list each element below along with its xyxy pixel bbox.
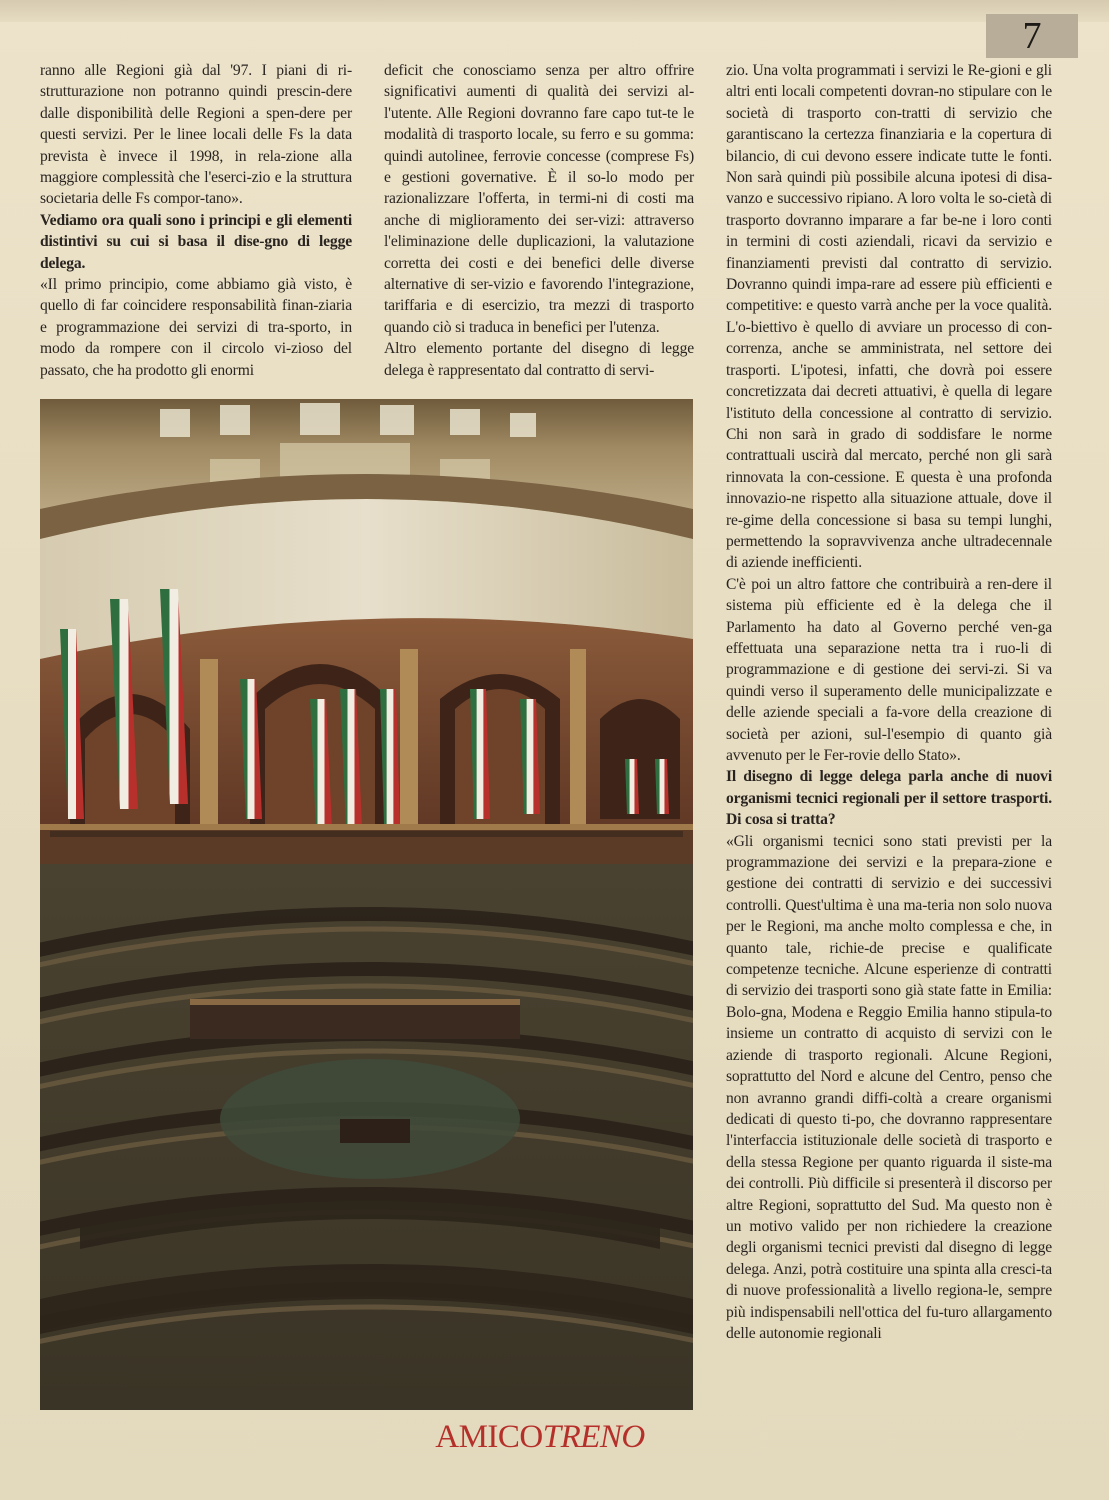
amicotreno-logo xyxy=(435,1412,645,1462)
col1-paragraph-2: «Il primo principio, come abbiamo già visto, è quello di far coincidere responsabilità finan-ziaria e programmazione dei servizi di tra-sporto, in modo da rompere con il circolo vi-zioso del passato, che ha prodotto gli enormi xyxy=(40,276,352,379)
column-1 xyxy=(40,60,352,381)
column-2 xyxy=(384,60,694,381)
col3-question-1: Il disegno di legge delega parla anche di nuovi organismi tecnici regionali per il settore trasporti. Di cosa si tratta? xyxy=(726,768,1052,829)
col3-paragraph-2: C'è poi un altro fattore che contribuirà a ren-dere il sistema più efficiente ed è la delega che il Parlamento ha dato al Governo perché ven-ga effettuata una separazione netta tra i ruo-li di programmazione e di gestione dei servi-zi. Si va quindi verso il superamento delle municipalizzate e delle aziende speciali a fa-vore della creazione di società per azioni, sul-l'esempio di quanto già avvenuto per le Fer-rovie dello Stato». xyxy=(726,575,1052,764)
col1-question-1: Vediamo ora quali sono i principi e gli elementi distintivi su cui si basa il dise-gno di legge delega. xyxy=(40,211,352,272)
logo-part-amico: AMICO xyxy=(435,1418,543,1455)
page-number: 7 xyxy=(1022,15,1042,57)
col3-paragraph-1: zio. Una volta programmati i servizi le Re-gioni e gli altri enti locali competenti dovran-no stipulare con le società di trasporto con-tratti di servizio che garantiscano la certezza finanziaria e la copertura di bilancio, di cui devono essere indicate tutte le fonti. Non sarà quindi più possibile alcuna ipotesi di disa-vanzo e successivo ripiano. A loro volta le so-cietà di trasporto dovranno imparare a far be-ne i loro conti in termini di costi aziendali, ricavi da servizio e finanziamenti previsti dal contratto di servizio. Dovranno quindi impa-rare ad essere più efficienti e competitive: e questo varrà anche per la voce qualità. L'o-biettivo è quello di avviare un processo di con-correnza, anche se amministrata, nel settore dei trasporti. L'ipotesi, infatti, che dovrà poi essere concretizzata dai decreti attuativi, è quella di legare l'istituto della concessione al contratto di servizio. Chi non sarà in grado di soddisfare le norme contrattuali uscirà dal mercato, perché non gli sarà rinnovata la con-cessione. E questa è una profonda innovazio-ne rispetto alla situazione attuale, dove il re-gime della concessione si basa su tempi lunghi, permettendo la sopravvivenza anche ultradecennale di aziende inefficienti. xyxy=(726,62,1052,572)
col2-paragraph-1: deficit che conosciamo senza per altro offrire significativi aumenti di qualità dei servizi al-l'utente. Alle Regioni dovranno fare capo tut-te le modalità di trasporto locale, su ferro e su gomma: quindi autolinee, ferrovie concesse (comprese Fs) e gestioni governative. È il so-lo modo per razionalizzare l'offerta, in termi-ni di costi ma anche di miglioramento dei ser-vizi: attraverso l'eliminazione delle duplicazioni, la valutazione corretta dei costi e dei benefici delle diverse alternative di ser-vizio e favorendo l'integrazione, tariffaria e di esercizio, tra mezzi di trasporto quando ciò si traduca in benefici per l'utenza. xyxy=(384,62,694,336)
top-band xyxy=(0,0,1109,22)
col1-paragraph-1: ranno alle Regioni già dal '97. I piani di ri-strutturazione non potranno quindi prescin-dere dalle disponibilità delle Regioni a spen-dere per questi servizi. Per le linee locali delle Fs la data prevista è invece il 1998, in rela-zione alla maggiore complessità che l'eserci-zio e la struttura societaria delle Fs compor-tano». xyxy=(40,62,352,208)
col2-paragraph-2: Altro elemento portante del disegno di legge delega è rappresentato dal contratto di servi- xyxy=(384,340,694,379)
parliament-chamber-photo xyxy=(40,399,693,1410)
page-number-box xyxy=(986,14,1078,58)
logo-part-treno: TRENO xyxy=(542,1418,645,1455)
column-3 xyxy=(726,60,1052,1410)
col3-paragraph-3: «Gli organismi tecnici sono stati previsti per la programmazione dei servizi e la prepara-zione e gestione dei contratti di servizio e dei successivi controlli. Quest'ultima è una ma-teria non solo nuova per le Regioni, ma anche molto complessa e che, in quanto tale, richie-de precise e qualificate competenze tecniche. Alcune esperienze di contratti di servizio dei trasporti sono già state fatte in Emilia: Bolo-gna, Modena e Reggio Emilia hanno stipula-to insieme un contratto di acquisto di servizi con le aziende di trasporto regionali. Alcune Regioni, soprattutto del Nord e alcune del Centro, penso che non avranno grandi diffi-coltà a creare organismi dedicati di questo ti-po, che dovranno rappresentare l'interfaccia istituzionale delle società di trasporto e della stessa Regione per quanto riguarda il siste-ma dei controlli. Più difficile si presenterà il discorso per altre Regioni, soprattutto del Sud. Ma questo non è un motivo valido per non richiedere la creazione degli organismi tecnici previsti dal disegno di legge delega. Anzi, potrà costituire una spinta alla cresci-ta di nuove professionalità a livello regiona-le, sempre più indispensabili nell'ottica del fu-turo allargamento delle autonomie regionali xyxy=(726,832,1052,1342)
